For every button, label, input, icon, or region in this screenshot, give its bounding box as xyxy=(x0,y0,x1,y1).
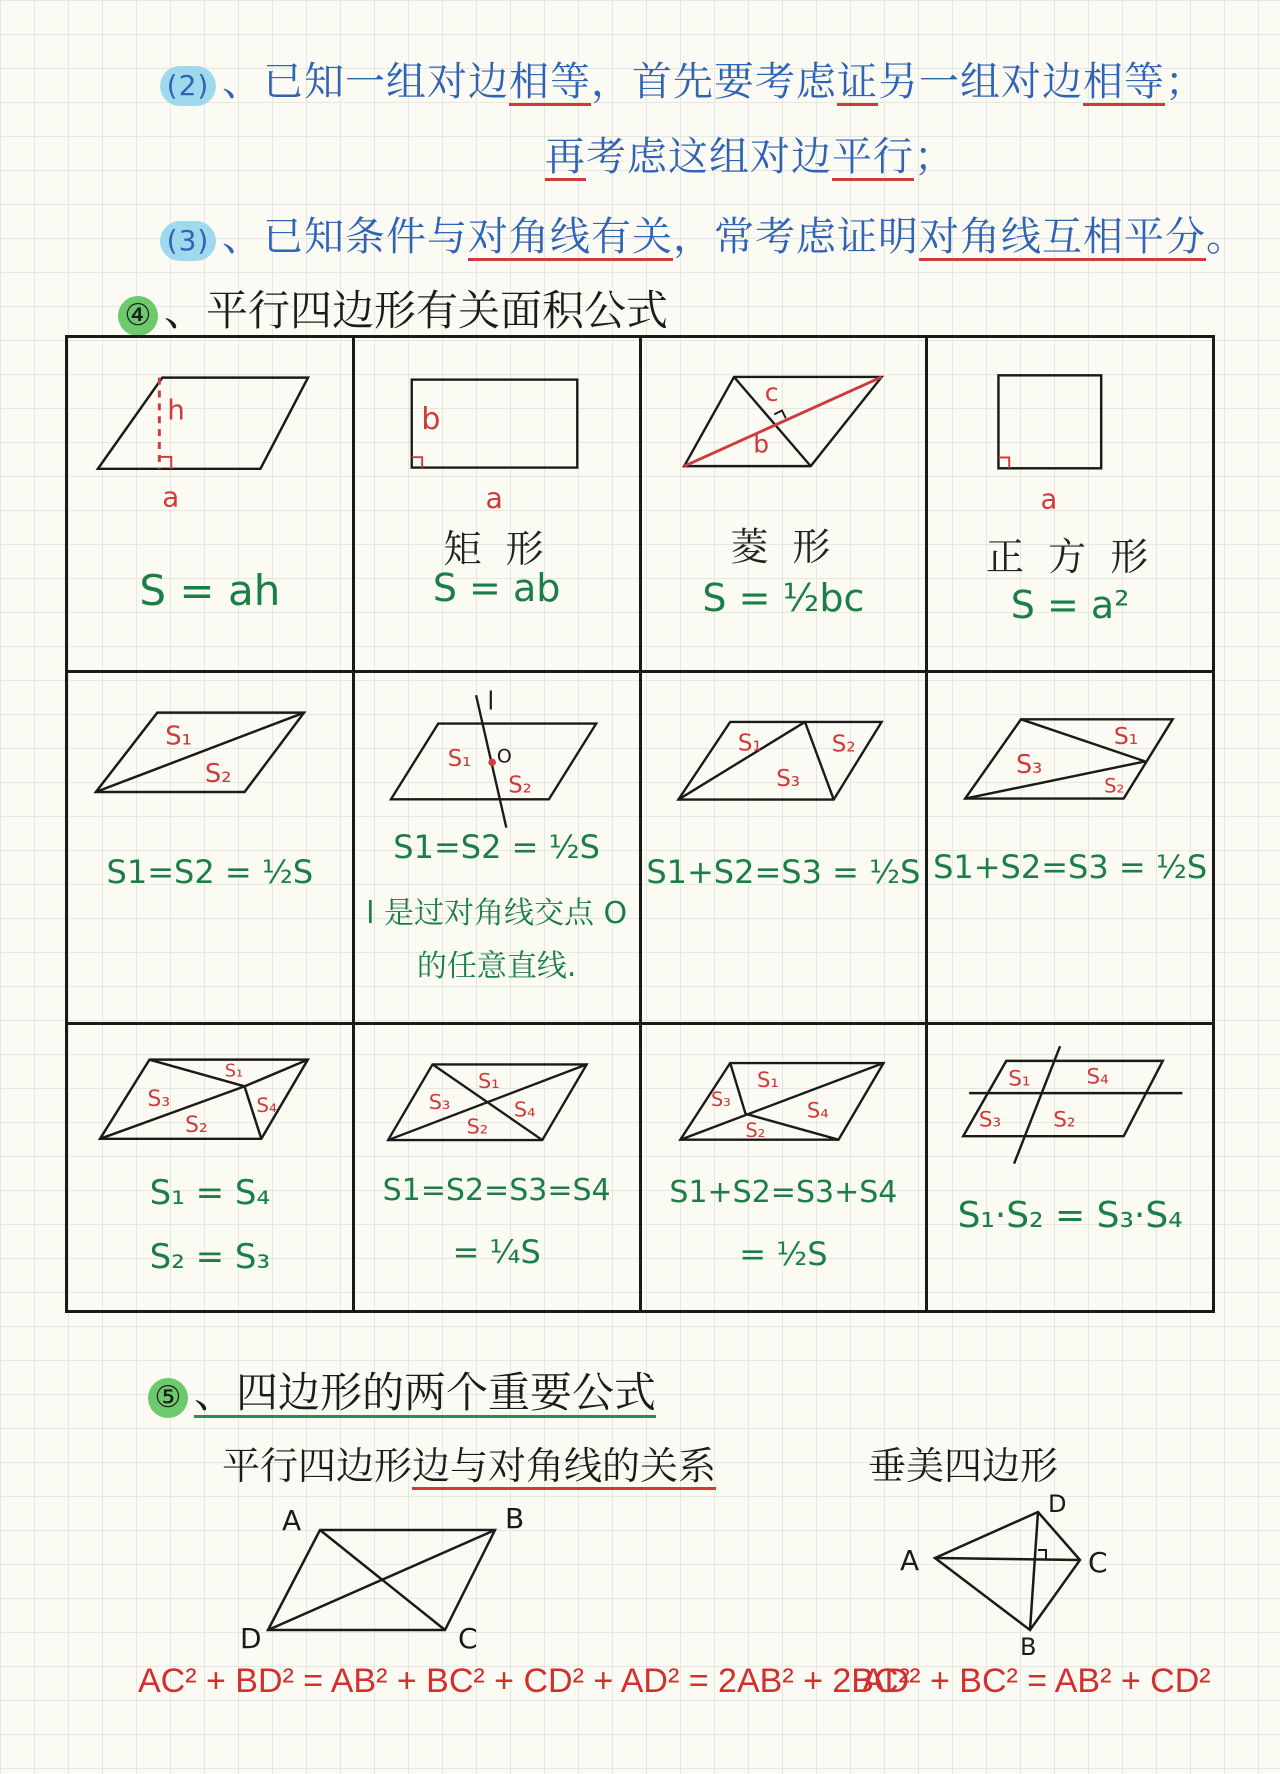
formula-interior-point-2: S₂ = S₃ xyxy=(149,1237,271,1277)
formula-interior-point-1: S₁ = S₄ xyxy=(149,1173,271,1213)
name-rectangle: 矩 形 xyxy=(443,527,550,571)
formula-line-through-center: S1=S2 = ½S xyxy=(393,828,600,866)
formula-two-diagonals-2: = ¼S xyxy=(452,1233,541,1271)
name-rhombus: 菱 形 xyxy=(730,525,837,569)
right-formula: AD² + BC² = AB² + CD² xyxy=(862,1662,1211,1700)
label-s1: S₁ xyxy=(447,746,471,773)
diagonal-split-figure xyxy=(68,673,352,1022)
note-2-text1: 、已知一组对边 xyxy=(222,59,509,105)
left-formula: AC² + BD² = AB² + BC² + CD² + AD² = 2AB² + 2BC² xyxy=(138,1662,910,1700)
left-subtitle-a: 平行四边形 xyxy=(222,1444,413,1488)
label-b: b xyxy=(420,401,441,437)
note-2-text2: ，首先要考虑 xyxy=(591,59,837,105)
cell-diagonal-split xyxy=(67,672,354,1024)
formula-rhombus: S = ½bc xyxy=(702,576,865,620)
formula-triangle-side: S1+S2=S3 = ½S xyxy=(933,848,1208,886)
vertex-a: A xyxy=(900,1544,920,1577)
name-square: 正 方 形 xyxy=(986,535,1155,579)
formula-two-diagonals-1: S1=S2=S3=S4 xyxy=(382,1173,611,1208)
formula-rectangle: S = ab xyxy=(432,566,561,610)
label-o: O xyxy=(496,745,512,768)
note-2-line2-highlight1: 再 xyxy=(545,134,586,180)
label-s1: S₁ xyxy=(165,721,192,752)
cell-rhombus xyxy=(640,337,927,672)
area-formula-table xyxy=(65,335,1215,1313)
label-s1: S₁ xyxy=(477,1069,500,1094)
cell-triangle-side xyxy=(927,672,1214,1024)
note-2-number: (2) xyxy=(160,66,216,106)
label-s3: S₃ xyxy=(979,1107,1002,1133)
vertex-d: D xyxy=(240,1622,262,1655)
cell-line-through-center xyxy=(353,672,640,1024)
formula-two-cross-lines: S₁·S₂ = S₃·S₄ xyxy=(957,1195,1183,1236)
label-s3: S₃ xyxy=(428,1089,451,1114)
cell-square xyxy=(927,337,1214,672)
triangle-vertex-figure xyxy=(642,673,926,1022)
formula-square: S = a² xyxy=(1010,583,1130,627)
formula-triangle-vertex: S1+S2=S3 = ½S xyxy=(646,853,921,891)
label-s4: S₄ xyxy=(1086,1064,1110,1090)
note-3-text1: 、已知条件与 xyxy=(222,214,468,260)
label-s2: S₂ xyxy=(185,1112,208,1138)
vertex-c: C xyxy=(1088,1546,1108,1579)
label-c: c xyxy=(764,377,778,407)
note-3-highlight1: 对角线有关 xyxy=(468,214,673,260)
vertex-b: B xyxy=(1020,1633,1037,1660)
label-s1: S₁ xyxy=(1008,1066,1031,1092)
label-h: h xyxy=(167,393,185,427)
label-s3: S₃ xyxy=(775,766,800,793)
rectangle-figure xyxy=(355,338,639,670)
label-s1: S₁ xyxy=(1114,721,1139,750)
section-5-number: ⑤ xyxy=(148,1378,188,1418)
label-a: a xyxy=(1040,484,1058,516)
label-s2: S₂ xyxy=(507,772,532,799)
label-l: l xyxy=(487,686,495,716)
label-s2: S₂ xyxy=(831,731,856,758)
label-s1: S₁ xyxy=(737,730,762,757)
section-4-title: 、平行四边形有关面积公式 xyxy=(164,286,669,335)
left-subtitle xyxy=(222,1435,716,1490)
note-2-text3: 另一组对边 xyxy=(878,59,1083,105)
section-5-heading xyxy=(148,1360,656,1420)
note-line-1: l 是过对角线交点 O xyxy=(366,896,628,931)
label-s2: S₂ xyxy=(1053,1107,1076,1133)
label-a: a xyxy=(485,482,503,516)
note-3-highlight2: 对角线互相平分 xyxy=(919,214,1206,260)
label-s4: S₄ xyxy=(513,1097,536,1122)
section-4-heading xyxy=(118,278,668,338)
formula-parallelogram: S = ah xyxy=(139,566,281,615)
cell-two-cross-lines xyxy=(927,1024,1214,1312)
note-2-line2 xyxy=(545,125,955,182)
label-s3: S₃ xyxy=(1016,749,1043,780)
note-3-text2: ，常考虑证明 xyxy=(673,214,919,260)
label-s3: S₃ xyxy=(147,1087,171,1113)
note-3 xyxy=(160,205,1247,262)
label-s1: S₁ xyxy=(224,1060,244,1082)
label-s2: S₂ xyxy=(204,759,232,790)
vertex-c: C xyxy=(458,1622,478,1655)
vertex-b: B xyxy=(505,1502,525,1535)
cell-point-on-diagonal xyxy=(640,1024,927,1312)
note-2-line1 xyxy=(160,50,1206,107)
label-b: b xyxy=(752,429,769,459)
formula-point-on-diagonal-1: S1+S2=S3+S4 xyxy=(669,1175,898,1210)
left-subtitle-b: 边与对角线的关系 xyxy=(412,1444,717,1488)
rhombus-figure xyxy=(642,338,926,670)
right-subtitle: 垂美四边形 xyxy=(868,1444,1059,1488)
cell-interior-point xyxy=(67,1024,354,1312)
two-cross-lines-figure xyxy=(928,1025,1212,1310)
parallelogram-figure xyxy=(68,338,352,670)
label-s3: S₃ xyxy=(710,1088,731,1112)
label-s2: S₂ xyxy=(466,1114,488,1139)
note-2-highlight1: 相等 xyxy=(509,59,591,105)
label-s4: S₄ xyxy=(806,1097,829,1123)
parallelogram-abcd-figure xyxy=(220,1500,580,1670)
note-line-2: 的任意直线. xyxy=(416,949,577,984)
note-2-highlight3: 相等 xyxy=(1083,59,1165,105)
note-2-text4: ； xyxy=(1165,59,1206,105)
label-s4: S₄ xyxy=(256,1094,277,1118)
label-s2: S₂ xyxy=(1104,774,1125,798)
vertex-d: D xyxy=(1048,1490,1067,1518)
vertex-a: A xyxy=(282,1504,302,1537)
cell-two-diagonals xyxy=(353,1024,640,1312)
formula-point-on-diagonal-2: = ½S xyxy=(739,1235,828,1273)
orthodiagonal-figure xyxy=(880,1490,1120,1660)
cell-parallelogram xyxy=(67,337,354,672)
formula-diagonal-split: S1=S2 = ½S xyxy=(106,853,314,891)
note-3-text3: 。 xyxy=(1206,214,1247,260)
note-2-line2-end: ； xyxy=(914,134,955,180)
label-a: a xyxy=(162,480,180,514)
cell-triangle-vertex xyxy=(640,672,927,1024)
label-s1: S₁ xyxy=(756,1066,779,1092)
section-4-number: ④ xyxy=(118,296,158,336)
note-2-line2-highlight2: 平行 xyxy=(832,134,914,180)
section-5-title: 、四边形的两个重要公式 xyxy=(194,1368,657,1417)
note-3-number: (3) xyxy=(160,221,216,261)
cell-rectangle xyxy=(353,337,640,672)
label-s2: S₂ xyxy=(745,1118,765,1142)
note-2-highlight2: 证 xyxy=(837,59,878,105)
note-2-line2-text: 考虑这组对边 xyxy=(586,134,832,180)
